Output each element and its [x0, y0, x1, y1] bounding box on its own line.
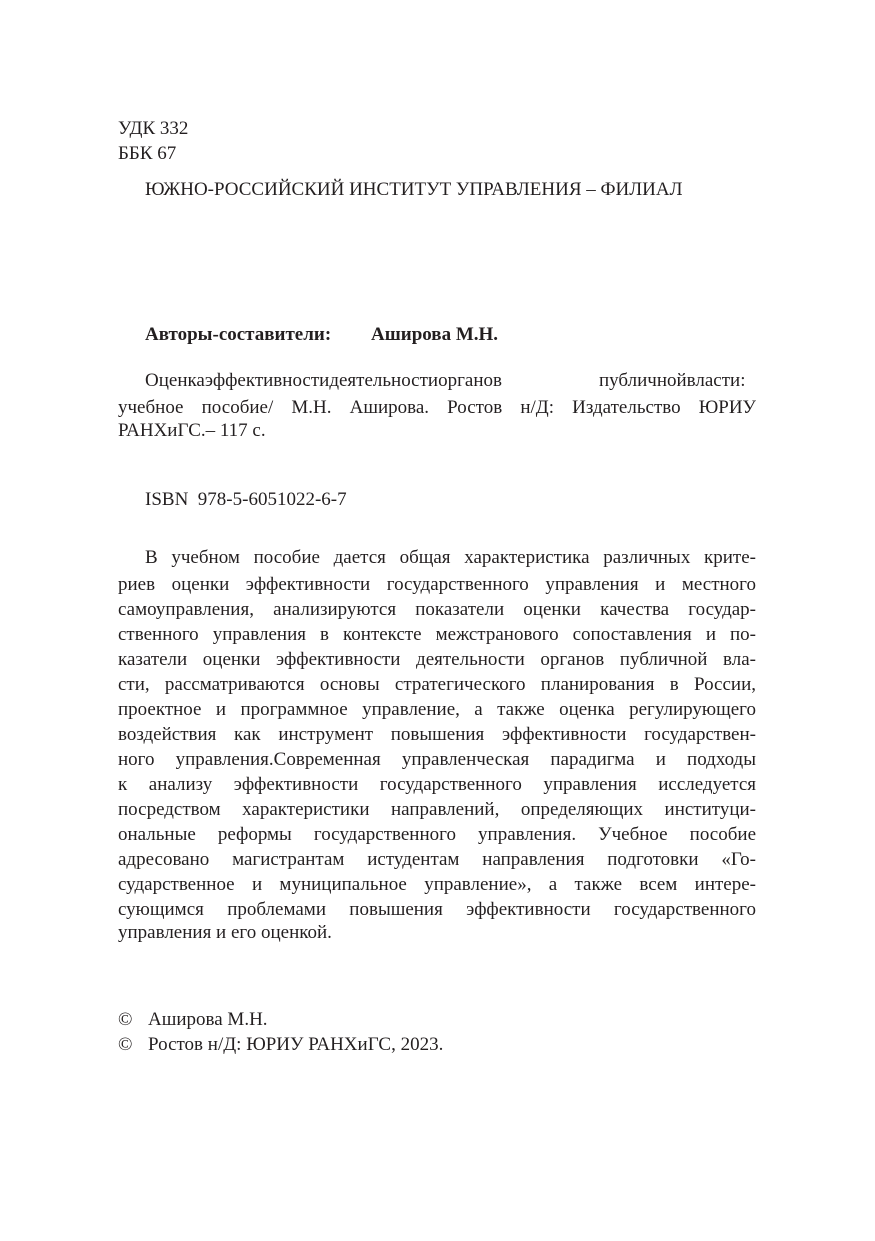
- copyright-symbol: ©: [118, 1034, 133, 1055]
- abstract-line: ственного управления в контексте межстранового сопоставления и по-: [118, 624, 756, 645]
- isbn: ISBN 978-5-6051022-6-7: [145, 489, 347, 510]
- citation-line: учебное пособие/ М.Н. Аширова. Ростов н/Д: Издательство ЮРИУ: [118, 397, 756, 418]
- abstract-line: к анализу эффективности государственного управления исследуется: [118, 774, 756, 795]
- copyright-author-text: Аширова М.Н.: [148, 1009, 268, 1030]
- abstract-line: В учебном пособие дается общая характеристика различных крите-: [145, 547, 756, 568]
- abstract-line: сующимся проблемами повышения эффективности государственного: [118, 899, 756, 920]
- copyright-author: [118, 1009, 268, 1031]
- abstract-line: сти, рассматриваются основы стратегического планирования в России,: [118, 674, 756, 695]
- abstract-line: самоуправления, анализируются показатели оценки качества государ-: [118, 599, 756, 620]
- abstract-line: адресовано магистрантам истудентам направления подготовки «Го-: [118, 849, 756, 870]
- citation-title-part-2: публичнойвласти:: [599, 370, 746, 391]
- abstract-line: риев оценки эффективности государственного управления и местного: [118, 574, 756, 595]
- abstract-line: управления и его оценкой.: [118, 922, 332, 943]
- abstract-line: ональные реформы государственного управления. Учебное пособие: [118, 824, 756, 845]
- authors-name: Аширова М.Н.: [371, 324, 499, 345]
- abstract-line: ного управления.Современная управленческая парадигма и подходы: [118, 749, 756, 770]
- authors-label: Авторы-составители:: [145, 324, 332, 345]
- copyright-publisher: [118, 1034, 443, 1056]
- copyright-publisher-text: Ростов н/Д: ЮРИУ РАНХиГС, 2023.: [148, 1034, 444, 1055]
- udk-code: УДК 332: [118, 118, 189, 139]
- abstract-line: посредством характеристики направлений, определяющих институци-: [118, 799, 756, 820]
- bbk-code: ББК 67: [118, 143, 177, 164]
- abstract-line: воздействия как инструмент повышения эффективности государствен-: [118, 724, 756, 745]
- copyright-symbol: ©: [118, 1009, 133, 1030]
- institute-title: ЮЖНО-РОССИЙСКИЙ ИНСТИТУТ УПРАВЛЕНИЯ – ФИЛИАЛ: [145, 179, 683, 200]
- abstract-line: сударственное и муниципальное управление», а также всем интере-: [118, 874, 756, 895]
- abstract-line: казатели оценки эффективности деятельности органов публичной вла-: [118, 649, 756, 670]
- citation-line: РАНХиГС.– 117 с.: [118, 420, 266, 441]
- abstract-line: проектное и программное управление, а также оценка регулирующего: [118, 699, 756, 720]
- citation-title-part-1: Оценкаэффективностидеятельностиорганов: [145, 370, 502, 391]
